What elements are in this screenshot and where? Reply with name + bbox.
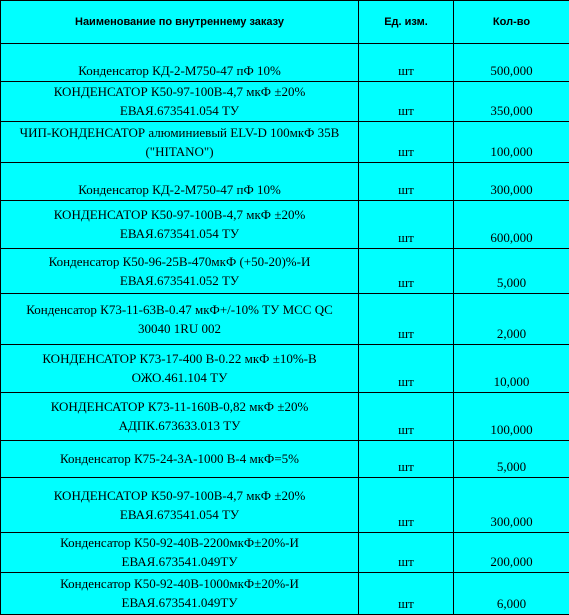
cell-name-line: КОНДЕНСАТОР К50-97-100В-4,7 мкФ ±20% [5,82,354,101]
cell-name-line: КОНДЕНСАТОР К73-17-400 В-0.22 мкФ ±10%-В [5,349,354,368]
cell-name-line: ЕВАЯ.673541.052 ТУ [5,271,354,290]
cell-name [1,393,359,441]
cell-name [1,573,359,615]
cell-qty: 5,000 [454,441,569,478]
cell-qty: 6,000 [454,573,569,615]
cell-unit: шт [359,573,454,615]
table-row [1,82,569,122]
cell-name [1,478,359,533]
table-row [1,393,569,441]
cell-name-line: КОНДЕНСАТОР К50-97-100В-4,7 мкФ ±20% [5,486,354,505]
cell-unit: шт [359,441,454,478]
cell-name [1,249,359,294]
table-row [1,573,569,615]
cell-name [1,82,359,122]
cell-qty: 500,000 [454,44,569,82]
cell-unit: шт [359,82,454,122]
cell-qty: 350,000 [454,82,569,122]
cell-name [1,201,359,249]
cell-qty: 300,000 [454,163,569,201]
table-row [1,201,569,249]
table-row [1,44,569,82]
cell-name-line: ЕВАЯ.673541.049ТУ [5,593,354,612]
column-header-name: Наименование по внутреннему заказу [1,1,359,44]
header-row [1,1,569,44]
cell-qty: 100,000 [454,393,569,441]
cell-unit: шт [359,393,454,441]
cell-unit: шт [359,478,454,533]
cell-name-line: ЕВАЯ.673541.049ТУ [5,552,354,571]
cell-unit: шт [359,294,454,345]
table-row [1,478,569,533]
cell-name-line: Конденсатор КД-2-М750-47 пФ 10% [5,180,354,199]
cell-qty: 100,000 [454,122,569,163]
cell-name-line: ЧИП-КОНДЕНСАТОР алюминиевый ELV-D 100мкФ 35В [5,123,354,142]
cell-qty: 10,000 [454,345,569,393]
table-row [1,294,569,345]
cell-name [1,441,359,478]
table-row [1,441,569,478]
table-row [1,122,569,163]
cell-unit: шт [359,345,454,393]
cell-qty: 5,000 [454,249,569,294]
cell-name-line: Конденсатор К73-11-63В-0.47 мкФ+/-10% ТУ МСС QC [5,300,354,319]
table-row [1,533,569,573]
column-header-qty: Кол-во [454,1,569,44]
cell-qty: 300,000 [454,478,569,533]
cell-name-line: Конденсатор К75-24-3А-1000 В-4 мкФ=5% [5,449,354,468]
cell-name [1,122,359,163]
cell-name-line: ЕВАЯ.673541.054 ТУ [5,101,354,120]
cell-name-line: Конденсатор К50-96-25В-470мкФ (+50-20)%-И [5,252,354,271]
cell-name [1,294,359,345]
column-header-unit: Ед. изм. [359,1,454,44]
cell-name-line: Конденсатор К50-92-40В-1000мкФ±20%-И [5,574,354,593]
cell-name-line: АДПК.673633.013 ТУ [5,416,354,435]
cell-name [1,44,359,82]
cell-unit: шт [359,163,454,201]
cell-name-line: ОЖО.461.104 ТУ [5,368,354,387]
cell-name [1,345,359,393]
cell-unit: шт [359,533,454,573]
table-row [1,249,569,294]
cell-qty: 600,000 [454,201,569,249]
table-row [1,163,569,201]
cell-unit: шт [359,44,454,82]
cell-name-line: ЕВАЯ.673541.054 ТУ [5,224,354,243]
cell-unit: шт [359,122,454,163]
cell-name-line: КОНДЕНСАТОР К50-97-100В-4,7 мкФ ±20% [5,205,354,224]
cell-name-line: ЕВАЯ.673541.054 ТУ [5,505,354,524]
cell-name [1,533,359,573]
cell-unit: шт [359,201,454,249]
cell-name-line: Конденсатор К50-92-40В-2200мкФ±20%-И [5,533,354,552]
cell-unit: шт [359,249,454,294]
cell-name-line: 30040 1RU 002 [5,319,354,338]
table-row [1,345,569,393]
cell-name-line: Конденсатор КД-2-М750-47 пФ 10% [5,61,354,80]
cell-name-line: ("HITANO") [5,142,354,161]
cell-qty: 2,000 [454,294,569,345]
cell-qty: 200,000 [454,533,569,573]
cell-name-line: КОНДЕНСАТОР К73-11-160В-0,82 мкФ ±20% [5,397,354,416]
cell-name [1,163,359,201]
